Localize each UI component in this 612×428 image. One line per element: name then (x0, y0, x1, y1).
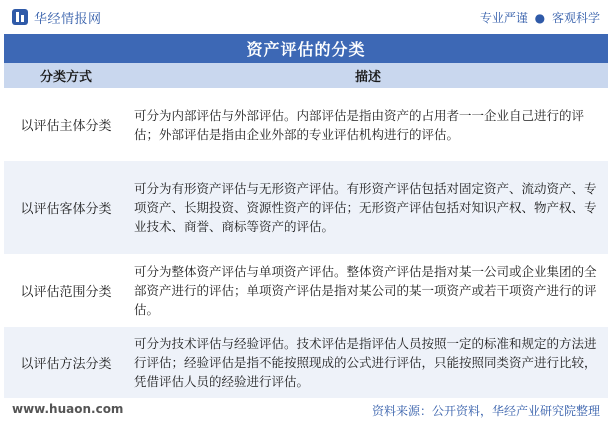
column-header-description: 描述 (128, 63, 608, 89)
classification-table (4, 63, 608, 399)
row-category: 以评估主体分类 (4, 89, 128, 161)
brand[interactable] (12, 7, 102, 27)
table-row (4, 89, 608, 161)
slogan-right: 客观科学 (551, 11, 600, 25)
row-category: 以评估客体分类 (4, 161, 128, 255)
footer (0, 396, 612, 428)
row-description: 可分为有形资产评估与无形资产评估。有形资产评估包括对固定资产、流动资产、专项资产、长期投资、资源性资产的评估；无形资产评估包括对知识产权、物产权、专业技术、商誉、商标等资产的评估。 (128, 161, 608, 255)
row-category: 以评估范围分类 (4, 255, 128, 327)
header (0, 0, 612, 34)
row-description: 可分为内部评估与外部评估。内部评估是指由资产的占用者一一企业自己进行的评估；外部评估是指由企业外部的专业评估机构进行的评估。 (128, 89, 608, 161)
row-description: 可分为技术评估与经验评估。技术评估是指评估人员按照一定的标准和规定的方法进行评估；经验评估是指不能按照现成的公式进行评估，只能按照同类资产进行比较，凭借评估人员的经验进行评估。 (128, 327, 608, 399)
column-header-category: 分类方式 (4, 63, 128, 89)
website-link[interactable]: www.huaon.com (12, 402, 124, 416)
table-row (4, 327, 608, 399)
row-category: 以评估方法分类 (4, 327, 128, 399)
slogan (480, 9, 600, 26)
slogan-separator: ● (534, 11, 546, 25)
source-note: 资料来源：公开资料，华经产业研究院整理 (371, 404, 600, 418)
table-title: 资产评估的分类 (4, 34, 608, 63)
table-row (4, 255, 608, 327)
slogan-left: 专业严谨 (479, 11, 528, 25)
table-header-row (4, 63, 608, 89)
table-row (4, 161, 608, 255)
row-description: 可分为整体资产评估与单项资产评估。整体资产评估是指对某一公司或企业集团的全部资产进行的评估；单项资产评估是指对某公司的某一项资产或若干项资产进行的评估。 (128, 255, 608, 327)
brand-name: 华经情报网 (34, 11, 102, 27)
brand-logo-icon (12, 9, 28, 25)
